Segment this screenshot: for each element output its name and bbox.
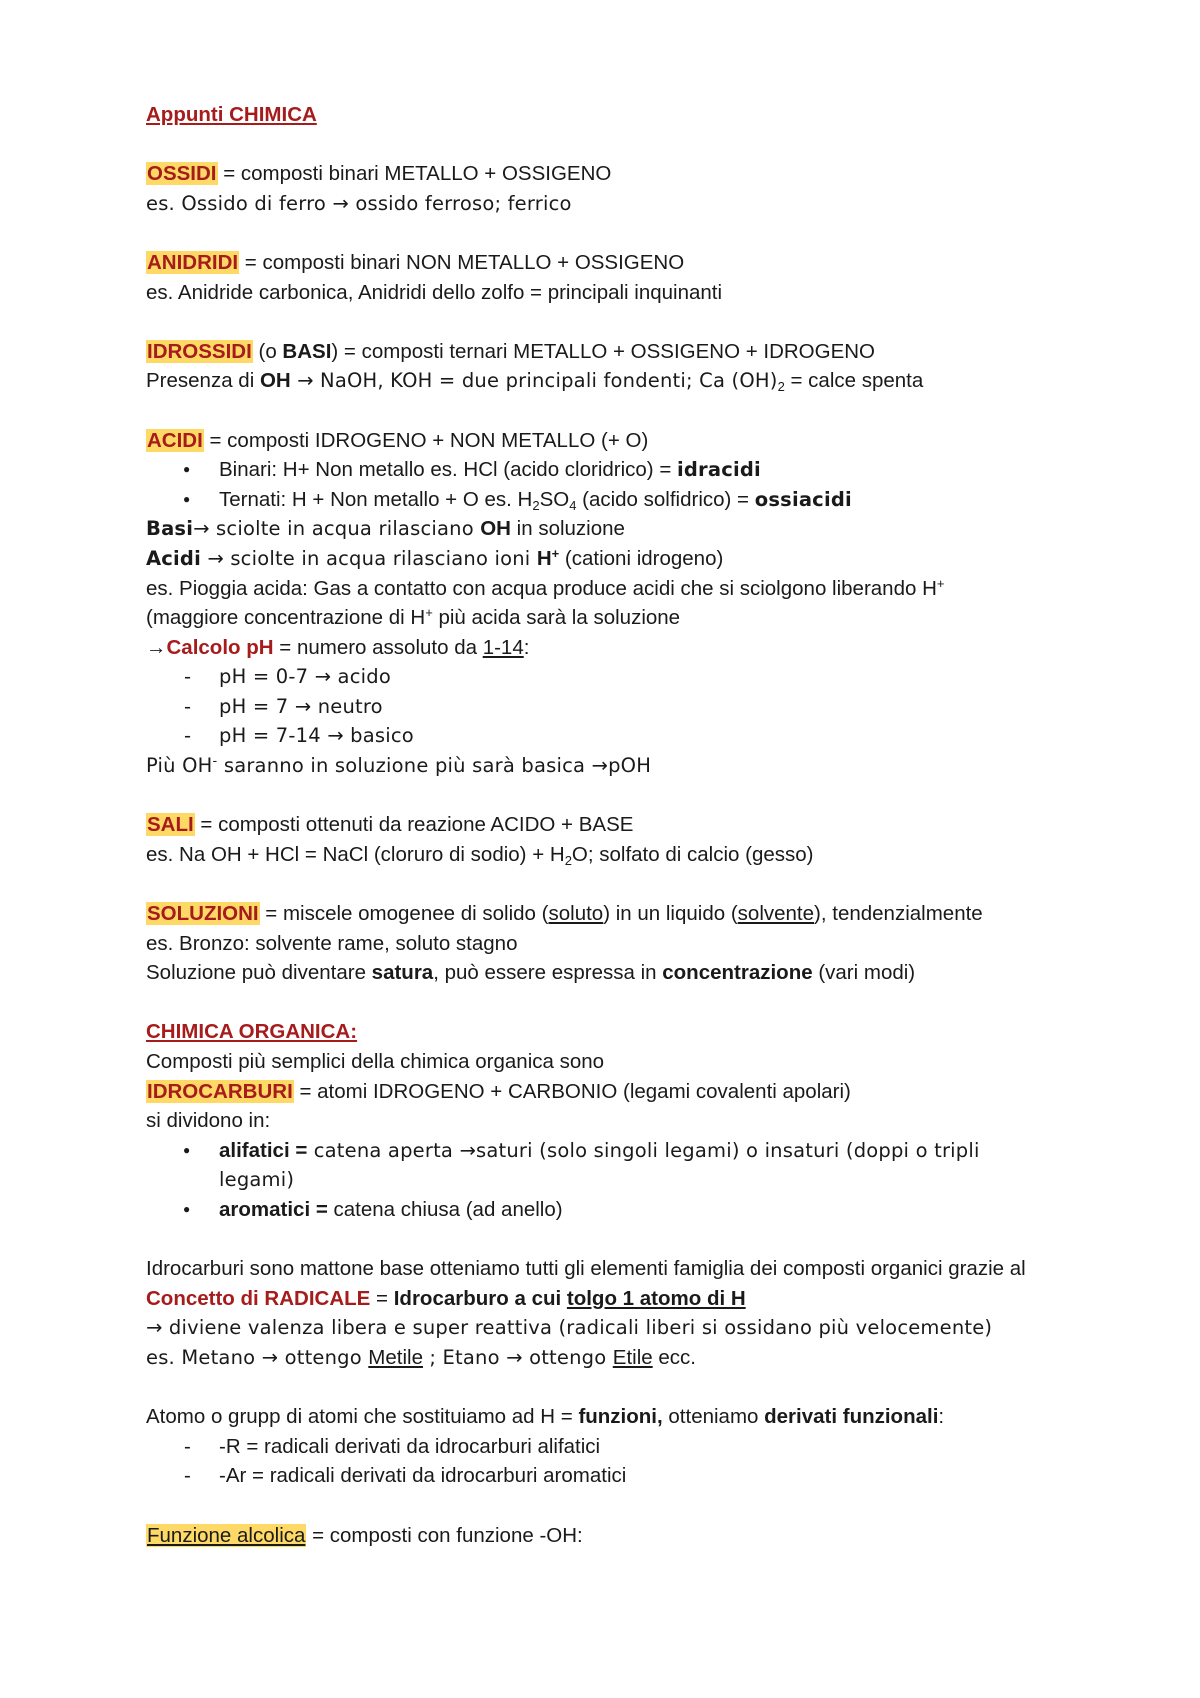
organica-intro: Composti più semplici della chimica organica sono bbox=[146, 1050, 605, 1073]
funzione-alcolica-term: Funzione alcolica bbox=[147, 1523, 306, 1547]
document-page bbox=[146, 100, 1146, 1550]
radicale-line: Concetto di RADICALE = Idrocarburo a cui tolgo 1 atomo di H bbox=[146, 1286, 746, 1310]
page-title: Appunti CHIMICA bbox=[146, 103, 317, 126]
idrossidi-term: IDROSSIDI bbox=[147, 339, 252, 363]
idrocarburi-term: IDROCARBURI bbox=[147, 1079, 293, 1103]
list-item-continuation: legami) bbox=[219, 1168, 295, 1192]
list-item: - -R = radicali derivati da idrocarburi alifatici bbox=[146, 1432, 1146, 1462]
anidridi-example: es. Anidride carbonica, Anidridi dello zolfo = principali inquinanti bbox=[146, 280, 723, 304]
acidi-definition: ACIDI = composti IDROGENO + NON METALLO (+ O) bbox=[147, 428, 649, 452]
funzioni-line: Atomo o grupp di atomi che sostituiamo ad H = funzioni, otteniamo derivati funzionali: bbox=[146, 1405, 945, 1429]
section-title-organica: CHIMICA ORGANICA: bbox=[146, 1020, 358, 1044]
list-item: ● aromatici = catena chiusa (ad anello) bbox=[146, 1195, 1146, 1225]
sali-term: SALI bbox=[147, 813, 194, 837]
acidi-term: ACIDI bbox=[147, 428, 203, 452]
idrocarburi-paragraph: Idrocarburi sono mattone base otteniamo tutti gli elementi famiglia dei composti organici grazie al bbox=[146, 1257, 1026, 1281]
dividono-line: si dividono in: bbox=[146, 1109, 271, 1133]
basi-line: Basi→ sciolte in acqua rilasciano OH in soluzione bbox=[146, 517, 625, 541]
idrossidi-definition: IDROSSIDI (o BASI) = composti ternari METALLO + OSSIGENO + IDROGENO bbox=[147, 339, 875, 363]
valenza-line: → diviene valenza libera e super reattiva (radicali liberi si ossidano più velocemente) bbox=[146, 1316, 993, 1340]
sali-definition: SALI = composti ottenuti da reazione ACIDO + BASE bbox=[147, 813, 634, 837]
list-item: ● Binari: H+ Non metallo es. HCl (acido cloridrico) = idracidi bbox=[146, 455, 1146, 485]
pioggia-acida-line: es. Pioggia acida: Gas a contatto con acqua produce acidi che si sciolgono liberando H+ bbox=[146, 575, 945, 600]
metano-line: es. Metano → ottengo Metile ; Etano → ottengo Etile ecc. bbox=[146, 1345, 696, 1369]
list-item: ● alifatici = catena aperta →saturi (solo singoli legami) o insaturi (doppi o tripli bbox=[146, 1136, 1146, 1166]
ph-calc-line: →Calcolo pH = numero assoluto da 1-14: bbox=[146, 635, 530, 659]
list-item: - -Ar = radicali derivati da idrocarburi aromatici bbox=[146, 1461, 1146, 1491]
list-item: ● Ternati: H + Non metallo + O es. $H_2SO_4$ (acido solfidrico) = ossiacidi bbox=[146, 485, 1146, 515]
concentration-line: (maggiore concentrazione di H+ più acida sarà la soluzione bbox=[146, 605, 681, 630]
ossidi-example: es. Ossido di ferro → ossido ferroso; ferrico bbox=[146, 191, 572, 215]
poh-line: Più OH- saranno in soluzione più sarà basica →pOH bbox=[146, 754, 652, 778]
ossidi-term: OSSIDI bbox=[147, 162, 217, 186]
anidridi-definition: ANIDRIDI = composti binari NON METALLO + OSSIGENO bbox=[147, 250, 685, 274]
funzione-alcolica-line: Funzione alcolica = composti con funzione -OH: bbox=[147, 1523, 583, 1547]
soluzioni-definition: SOLUZIONI = miscele omogenee di solido (soluto) in un liquido (solvente), tendenzialmente bbox=[147, 902, 983, 926]
idrossidi-presence: Presenza di OH → NaOH, KOH = due principali fondenti; Ca $(OH)_2$ = calce spenta bbox=[146, 369, 924, 395]
list-item: - pH = 7-14 → basico bbox=[146, 721, 1146, 751]
list-item: - pH = 7 → neutro bbox=[146, 692, 1146, 722]
list-item: - pH = 0-7 → acido bbox=[146, 662, 1146, 692]
acidi-line: Acidi → sciolte in acqua rilasciano ioni H+ (cationi idrogeno) bbox=[146, 545, 724, 570]
soluzioni-term: SOLUZIONI bbox=[147, 902, 259, 926]
soluzioni-satura: Soluzione può diventare satura, può essere espressa in concentrazione (vari modi) bbox=[146, 961, 916, 985]
anidridi-term: ANIDRIDI bbox=[147, 250, 239, 274]
idrocarburi-definition: IDROCARBURI = atomi IDROGENO + CARBONIO (legami covalenti apolari) bbox=[147, 1079, 851, 1103]
ossidi-definition: OSSIDI = composti binari METALLO + OSSIGENO bbox=[147, 162, 612, 186]
soluzioni-example: es. Bronzo: solvente rame, soluto stagno bbox=[146, 931, 518, 955]
sali-example: es. Na OH + HCl = NaCl (cloruro di sodio) + $H_2O$; solfato di calcio (gesso) bbox=[146, 842, 814, 868]
